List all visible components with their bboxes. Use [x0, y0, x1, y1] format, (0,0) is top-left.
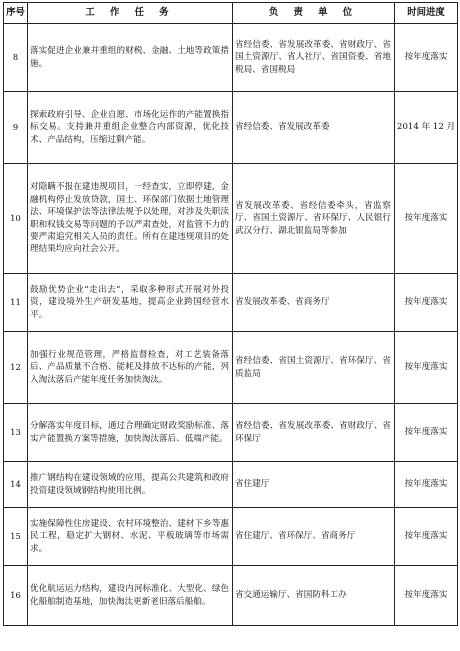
progress-cell: 按年度落实	[395, 164, 458, 274]
header-row	[4, 3, 458, 24]
progress-cell: 按年度落实	[395, 508, 458, 566]
responsible-cell: 省经信委、省国土资源厅、省环保厅、省质监局	[233, 332, 395, 404]
row-number: 11	[4, 274, 28, 332]
row-number: 8	[4, 24, 28, 92]
task-cell: 实施保障性住房建设、农村环境整治、建材下乡等惠民工程，稳定扩大钢材、水泥、平板玻璃等市场需求。	[28, 508, 233, 566]
responsible-cell: 省发展改革委、省经信委牵头，省监察厅、省国土资源厅、省环保厅、人民银行武汉分行、湖北银监局等参加	[233, 164, 395, 274]
task-cell: 鼓励优势企业“走出去”，采取多种形式开展对外投资，建设境外生产研发基地，提高企业跨国经营水平。	[28, 274, 233, 332]
task-table	[3, 2, 458, 626]
table-row	[4, 332, 458, 404]
header-task: 工 作 任 务	[28, 3, 233, 24]
task-cell: 探索政府引导、企业自愿、市场化运作的产能置换指标交易。支持兼并重组企业整合内部资源，优化技术、产品结构，压缩过剩产能。	[28, 92, 233, 164]
table-row	[4, 164, 458, 274]
row-number: 13	[4, 404, 28, 462]
header-progress: 时间进度	[395, 3, 458, 24]
responsible-cell: 省经信委、省发展改革委、省财政厅、省环保厅	[233, 404, 395, 462]
table-row	[4, 462, 458, 508]
row-number: 12	[4, 332, 28, 404]
table-row	[4, 92, 458, 164]
row-number: 14	[4, 462, 28, 508]
row-number: 15	[4, 508, 28, 566]
row-number: 16	[4, 566, 28, 626]
responsible-cell: 省交通运输厅、省国防科工办	[233, 566, 395, 626]
table-row	[4, 508, 458, 566]
table-row	[4, 404, 458, 462]
table-row	[4, 24, 458, 92]
progress-cell: 按年度落实	[395, 404, 458, 462]
progress-cell: 按年度落实	[395, 332, 458, 404]
task-cell: 加强行业规范管理，严格监督检查，对工艺装备落后、产品质量不合格、能耗及排放不达标的产能，列入淘汰落后产能年度任务加快淘汰。	[28, 332, 233, 404]
progress-cell: 按年度落实	[395, 566, 458, 626]
progress-cell: 按年度落实	[395, 462, 458, 508]
table-row	[4, 566, 458, 626]
table-row	[4, 274, 458, 332]
header-responsible: 负 责 单 位	[233, 3, 395, 24]
header-seq: 序号	[4, 3, 28, 24]
progress-cell: 2014 年 12 月	[395, 92, 458, 164]
responsible-cell: 省经信委、省发展改革委	[233, 92, 395, 164]
responsible-cell: 省住建厅	[233, 462, 395, 508]
progress-cell: 按年度落实	[395, 274, 458, 332]
responsible-cell: 省发展改革委、省商务厅	[233, 274, 395, 332]
row-number: 10	[4, 164, 28, 274]
task-cell: 落实促进企业兼并重组的财税、金融、土地等政策措施。	[28, 24, 233, 92]
task-cell: 对隐瞒不报在建违规项目，一经查实，立即停建，金融机构停止发放贷款，国土、环保部门依据土地管理法、环境保护法等法律法规予以处理，对涉及失职渎职和权钱交易等问题的予以严肃查处，对监管不力的要严肃追究相关人员的责任。所有在建违规项目的处理结果均应向社会公开。	[28, 164, 233, 274]
task-cell: 优化航运运力结构，建设内河标准化、大型化、绿色化船舶制造基地，加快淘汰更新老旧落后船舶。	[28, 566, 233, 626]
responsible-cell: 省经信委、省发展改革委、省财政厅、省国土资源厅、省人社厅、省国资委、省地税局、省国税局	[233, 24, 395, 92]
responsible-cell: 省住建厅、省环保厅、省商务厅	[233, 508, 395, 566]
task-cell: 推广钢结构在建设领域的应用，提高公共建筑和政府投资建设领域钢结构使用比例。	[28, 462, 233, 508]
task-cell: 分解落实年度目标，通过合理确定财政奖励标准、落实产能置换方案等措施，加快淘汰落后、低端产能。	[28, 404, 233, 462]
progress-cell: 按年度落实	[395, 24, 458, 92]
row-number: 9	[4, 92, 28, 164]
